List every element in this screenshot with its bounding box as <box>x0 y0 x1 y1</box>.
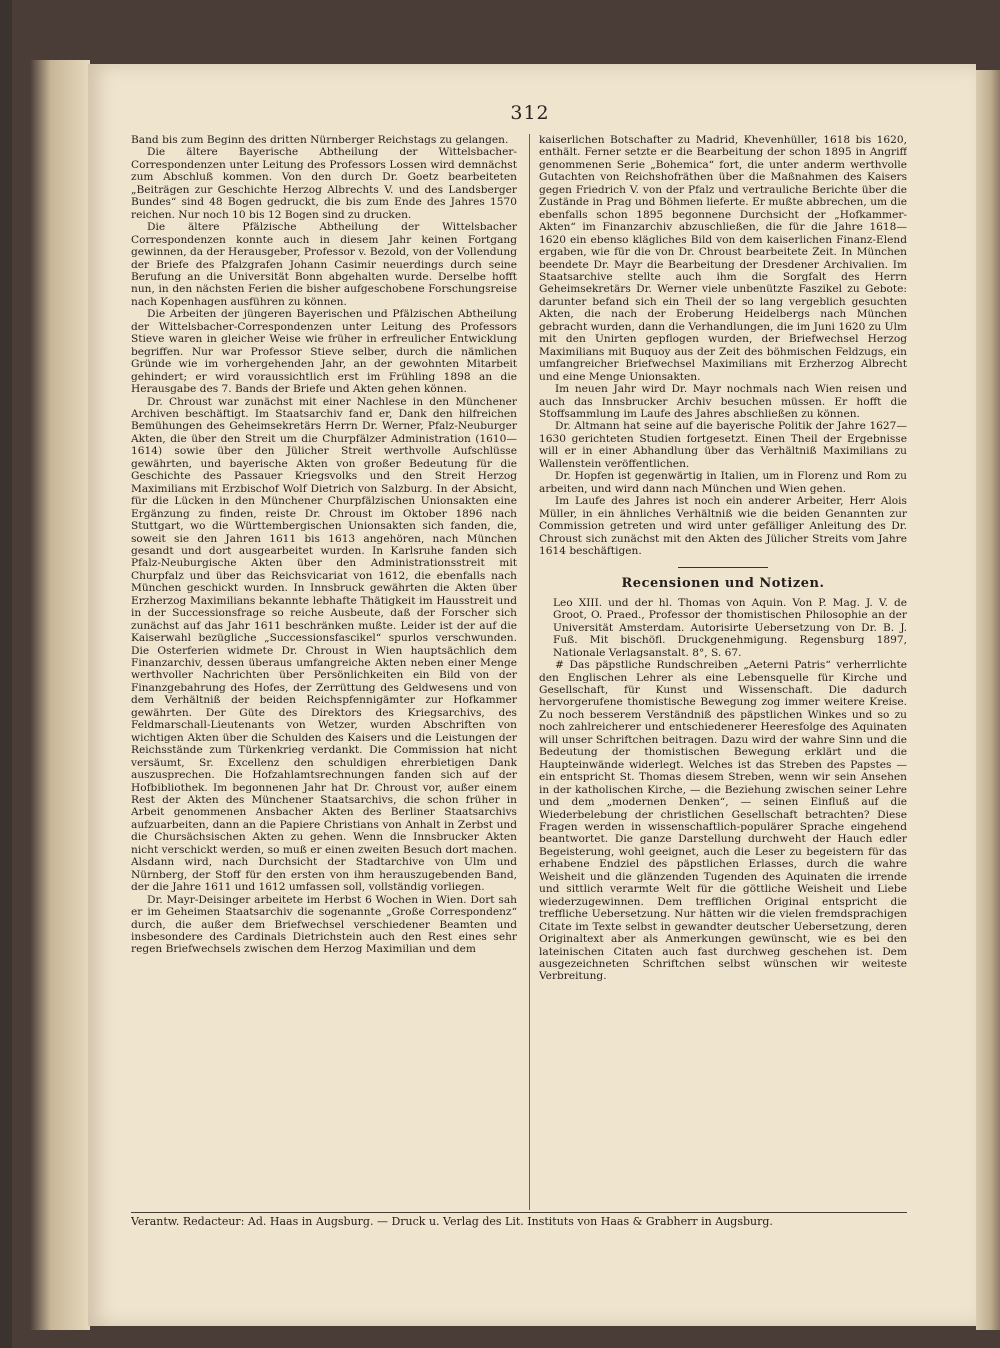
imprint-footer: Verantw. Redacteur: Ad. Haas in Augsburg. — Druck u. Verlag des Lit. Instituts von Haas & Grabherr in Augsburg. <box>131 1215 773 1228</box>
review-body: # Das päpstliche Rundschreiben „Aeterni Patris“ verherrlichte den Englischen Lehrer als eine Lebensquelle für Kirche und Gesellschaft, für Kunst und Wissenschaft. Die dadurch hervorgerufene thomistische Bewegung zog immer weitere Kreise. Zu noch besserem Verständniß des päpstlichen Winkes und so zu noch zahlreicherer und entschiedenerer Heeresfolge des Aquinaten will unser Schriftchen beitragen. Dazu wird der wahre Sinn und die Bedeutung der thomistischen Bewegung erklärt und die Haupteinwände widerlegt. Welches ist das Streben des Papstes — ein entspricht St. Thomas diesem Streben, wenn wir sein Ansehen in der katholischen Kirche, — die Beziehung zwischen seiner Lehre und dem „modernen Denken“, — seinen Einfluß auf die Wiederbelebung der christlichen Gesellschaft betrachten? Diese Fragen werden in wissenschaftlich-populärer Sprache eingehend beantwortet. Die ganze Darstellung durchweht der Hauch edler Begeisterung, wohl geeignet, auch die Leser zu begeistern für das erhabene Endziel des päpstlichen Erlasses, durch die wahre Weisheit und die glänzenden Tugenden des Aquinaten die irrende und sittlich verarmte Welt für die göttliche Weisheit und Liebe wiederzugewinnen. Dem trefflichen Original entspricht die treffliche Uebersetzung. Nur hätten wir die vielen fremdsprachigen Citate im Texte selbst in gewandter deutscher Uebersetzung, deren Originaltext aber als Anmerkungen gewünscht, wie es bei den lateinischen Citaten auch fast durchweg geschehen ist. Dem ausgezeichneten Schriftchen selbst wünschen wir weiteste Verbreitung. <box>539 659 907 983</box>
left-column <box>131 134 517 1210</box>
left-paragraph-4: Die Arbeiten der jüngeren Bayerischen und Pfälzischen Abtheilung der Wittelsbacher-Correspondenzen unter Leitung des Professors Stieve waren in gleicher Weise wie früher in erfreulicher Entwicklung begriffen. Nur war Professor Stieve selber, durch die nämlichen Gründe wie im vorhergehenden Jahr, an der gewohnten Mitarbeit gehindert; er wird voraussichtlich erst im Frühling 1898 an die Herausgabe des 7. Bands der Briefe und Akten gehen können. <box>131 308 517 396</box>
section-heading: Recensionen und Notizen. <box>621 576 825 592</box>
book-spine <box>30 60 90 1330</box>
page-edge <box>976 70 1000 1330</box>
left-paragraph-5: Dr. Chroust war zunächst mit einer Nachlese in den Münchener Archiven beschäftigt. Im Staatsarchiv fand er, Dank den hilfreichen Bemühungen des Geheimsekretärs Herrn Dr. Werner, Pfalz-Neuburger Akten, die über den Streit um die Churpfälzer Administration (1610—1614) sowie über den Jülicher Streit werthvolle Aufschlüsse gewährten, und bayerische Akten von großer Bedeutung für die Geschichte des Passauer Kriegsvolks und den Streit Herzog Maximilians mit Erzbischof Wolf Dietrich von Salzburg. In der Absicht, für die Lücken in den Münchener Churpfälzischen Unionsakten eine Ergänzung zu finden, reiste Dr. Chroust im Oktober 1896 nach Stuttgart, wo die Württembergischen Unionsakten sich fanden, die, soweit sie den Jahren 1611 bis 1613 angehören, nach München gesandt und dort ausgearbeitet wurden. In Karlsruhe fanden sich Pfalz-Neuburgische Akten über den Administrationsstreit mit Churpfalz und über das Reichsvicariat von 1612, die ebenfalls nach München geschickt wurden. In Innsbruck gewährten die Akten über Erzherzog Maximilians bekannte lebhafte Thätigkeit im Hausstreit und in der Successionsfrage so reiche Ausbeute, daß der Forscher sich zunächst auf das Jahr 1611 beschränken mußte. Leider ist der auf die Kaiserwahl bezügliche „Successionsfascikel“ spurlos verschwunden. Die Osterferien widmete Dr. Chroust in Wien hauptsächlich dem Finanzarchiv, dessen überaus umfangreiche Akten neben einer Menge werthvoller Nachrichten über Persönlichkeiten ein Bild von der Finanzgebahrung des Hofes, der Zerrüttung des Geldwesens und von dem Verhältniß der beiden Reichspfennigämter zur Hofkammer gewährten. Der Güte des Direktors des Kriegsarchivs, des Feldmarschall-Lieutenants von Wetzer, wurden Abschriften von wichtigen Akten über die Schulden des Kaisers und die Leistungen der Reichsstände zum Türkenkrieg verdankt. Die Commission hat nicht versäumt, Sr. Excellenz den schuldigen ehrerbietigen Dank auszusprechen. Die Hofzahlamtsrechnungen fanden sich auf der Hofbibliothek. Im begonnenen Jahr hat Dr. Chroust vor, außer einem Rest der Akten des Münchener Staatsarchivs, die schon früher in Arbeit genommenen Ansbacher Akten des Berliner Staatsarchivs aufzuarbeiten, dann an die Papiere Christians von Anhalt in Zerbst und die Chursächsischen Akten zu gehen. Wenn die Innsbrucker Akten nicht verschickt werden, so muß er einen zweiten Besuch dort machen. Alsdann wird, nach Durchsicht der Stadtarchive von Ulm und Nürnberg, der Stoff für den ersten von ihm herauszugebenden Band, der die Jahre 1611 und 1612 umfassen soll, vollständig vorliegen. <box>131 395 517 894</box>
right-column <box>539 134 907 1210</box>
footer-rule <box>131 1212 907 1213</box>
review-title: Leo XIII. und der hl. Thomas von Aquin. Von P. Mag. J. V. de Groot, O. Praed., Professor der thomistischen Philosophie an der Universität Amsterdam. Autorisirte Uebersetzung von Dr. B. J. Fuß. Mit bischöfl. Druckgenehmigung. Regensburg 1897, Nationale Verlagsanstalt. 8°, S. 67. <box>553 596 907 659</box>
right-paragraph-2: Im neuen Jahr wird Dr. Mayr nochmals nach Wien reisen und auch das Innsbrucker Archiv besuchen müssen. Er hofft die Stoffsammlung im Laufe des Jahres abschließen zu können. <box>539 383 907 420</box>
column-divider <box>529 134 530 1210</box>
left-paragraph-6: Dr. Mayr-Deisinger arbeitete im Herbst 6 Wochen in Wien. Dort sah er im Geheimen Staatsarchiv die sogenannte „Große Correspondenz“ durch, die außer dem Briefwechsel verschiedener Beamten und insbesondere des Cardinals Dietrichstein auch den Rest eines sehr regen Briefwechsels zwischen dem Herzog Maximilian und dem <box>131 893 517 956</box>
right-paragraph-1: kaiserlichen Botschafter zu Madrid, Khevenhüller, 1618 bis 1620, enthält. Ferner setzte er die Bearbeitung der schon 1895 in Angriff genommenen Serie „Bohemica“ fort, die unter anderm werthvolle Gutachten von Reichshofräthen über die Maßnahmen des Kaisers gegen Friedrich V. von der Pfalz und vertrauliche Berichte über die Zustände in Prag und Böhmen lieferte. Er mußte abbrechen, um die ebenfalls schon 1895 begonnene Durchsicht der „Hofkammer-Akten“ im Finanzarchiv abzuschließen, die für die Jahre 1618—1620 ein ebenso klägliches Bild von dem kaiserlichen Finanz-Elend ergaben, wie für die von Dr. Chroust bearbeitete Zeit. In München beendete Dr. Mayr die Bearbeitung der Dresdener Archivalien. Im Staatsarchive stellte auch ihm die Sorgfalt des Herrn Geheimsekretärs Dr. Werner viele unbenützte Faszikel zu Gebote: darunter befand sich ein Theil der so lang vergeblich gesuchten Akten, die nach der Eroberung Heidelbergs nach München gebracht wurden, dann die Verhandlungen, die im Juni 1620 zu Ulm mit den Unirten gepflogen wurden, der Briefwechsel Herzog Maximilians mit Buquoy aus der Zeit des böhmischen Feldzugs, ein umfangreicher Briefwechsel Maximilians mit Erzherzog Albrecht und eine Menge Unionsakten. <box>539 134 907 383</box>
right-paragraph-5: Im Laufe des Jahres ist noch ein anderer Arbeiter, Herr Alois Müller, in ein ähnliches Verhältniß wie die beiden Genannten zur Commission getreten und wird unter gefälliger Anleitung des Dr. Chroust sich zunächst mit den Akten des Jülicher Streits vom Jahre 1614 beschäftigen. <box>539 495 907 557</box>
right-paragraph-4: Dr. Hopfen ist gegenwärtig in Italien, um in Florenz und Rom zu arbeiten, und wird dann nach München und Wien gehen. <box>539 470 907 495</box>
page-number: 312 <box>510 102 550 124</box>
left-paragraph-1: Band bis zum Beginn des dritten Nürnberger Reichstags zu gelangen. <box>131 134 509 146</box>
right-paragraph-3: Dr. Altmann hat seine auf die bayerische Politik der Jahre 1627—1630 gerichteten Studien fortgesetzt. Einen Theil der Ergebnisse will er in einer Abhandlung über das Verhältniß Maximilians zu Wallenstein veröffentlichen. <box>539 420 907 470</box>
left-paragraph-2: Die ältere Bayerische Abtheilung der Wittelsbacher-Correspondenzen unter Leitung des Professors Lossen wird demnächst zum Abschluß kommen. Von den durch Dr. Goetz bearbeiteten „Beiträgen zur Geschichte Herzog Albrechts V. und des Landsberger Bundes“ sind 48 Bogen gedruckt, die bis zum Ende des Jahres 1570 reichen. Nur noch 10 bis 12 Bogen sind zu drucken. <box>131 146 517 221</box>
left-paragraph-3: Die ältere Pfälzische Abtheilung der Wittelsbacher Correspondenzen konnte auch in diesem Jahr keinen Fortgang gewinnen, da der Herausgeber, Professor v. Bezold, von der Vollendung der Briefe des Pfalzgrafen Johann Casimir neuerdings durch seine Berufung an die Universität Bonn abgehalten wurde. Derselbe hofft nun, in den nächsten Ferien die bisher aufgeschobene Forschungsreise nach Kopenhagen ausführen zu können. <box>131 221 517 308</box>
section-separator <box>678 567 768 568</box>
